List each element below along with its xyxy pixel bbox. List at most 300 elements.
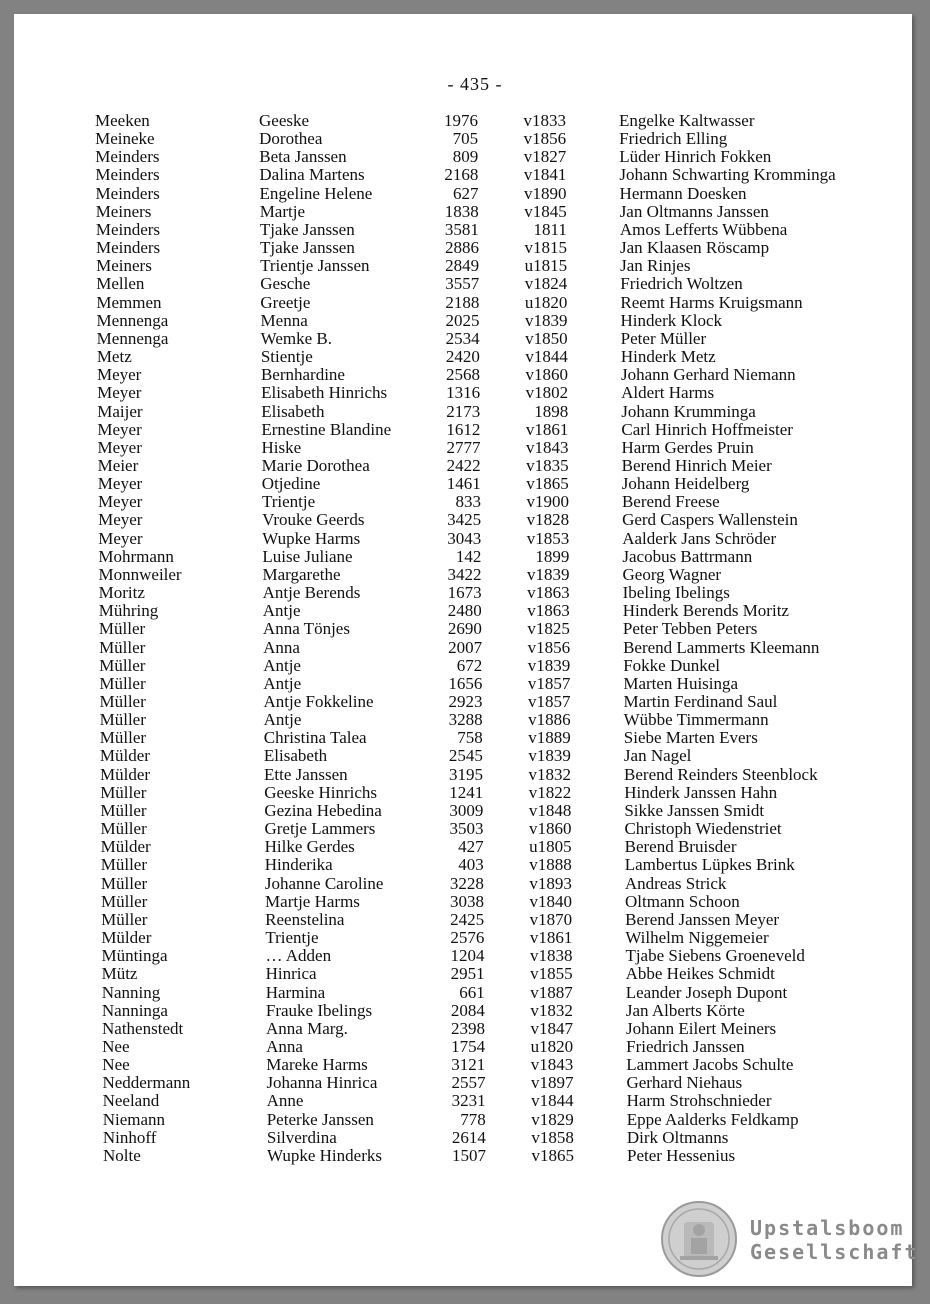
entry-number: 833 <box>455 492 481 512</box>
register-entry <box>0 602 930 620</box>
entry-number: 2545 <box>448 746 483 766</box>
entry-number: 3121 <box>451 1055 486 1075</box>
register-entry <box>0 493 930 511</box>
register-entry <box>0 802 930 820</box>
entry-given: Wemke B. <box>260 328 333 348</box>
entry-spouse: Leander Joseph Dupont <box>625 982 788 1002</box>
entry-number: 2173 <box>446 401 481 421</box>
entry-number: 705 <box>452 129 479 149</box>
entry-code: v1897 <box>530 1073 574 1093</box>
register-entry <box>0 947 930 965</box>
entry-spouse: Wilhelm Niggemeier <box>625 928 769 948</box>
entry-code: v1850 <box>525 328 568 348</box>
entry-code: v1832 <box>528 764 572 784</box>
entry-number: 2425 <box>450 909 485 929</box>
entry-code: v1829 <box>531 1109 574 1129</box>
register-entry <box>0 639 930 657</box>
entry-given: Peterke Janssen <box>266 1109 374 1129</box>
entry-spouse: Wübbe Timmermann <box>623 710 769 730</box>
entry-spouse: Andreas Strick <box>624 873 727 893</box>
entry-spouse: Jan Alberts Körte <box>625 1000 745 1020</box>
register-entry <box>0 148 930 166</box>
entry-spouse: Friedrich Elling <box>619 129 728 149</box>
register-entry <box>0 366 930 384</box>
entry-number: 3425 <box>447 510 482 530</box>
entry-code: v1832 <box>530 1000 573 1020</box>
entry-code: v1860 <box>525 365 568 385</box>
entry-number: 661 <box>459 982 485 1002</box>
entry-number: 2422 <box>446 455 481 475</box>
entry-surname: Ninhoff <box>102 1127 157 1147</box>
entry-given: Elisabeth <box>261 401 325 421</box>
entry-spouse: Peter Hessenius <box>627 1145 736 1165</box>
entry-surname: Meyer <box>97 492 143 512</box>
entry-given: Dorothea <box>259 129 323 149</box>
register-entry <box>0 1074 930 1092</box>
entry-code: v1886 <box>528 710 571 730</box>
entry-given: Johanna Hinrica <box>266 1073 378 1093</box>
entry-code: v1839 <box>528 746 571 766</box>
entry-surname: Nanning <box>101 982 161 1002</box>
entry-code: v1838 <box>529 946 573 966</box>
entry-surname: Monnweiler <box>98 564 182 584</box>
register-entry <box>0 421 930 439</box>
entry-spouse: Hinderk Janssen Hahn <box>624 782 778 802</box>
register-entry <box>0 166 930 184</box>
entry-given: Antje <box>263 655 301 675</box>
entry-code: v1860 <box>528 819 572 839</box>
register-entry <box>0 965 930 983</box>
entry-number: 3043 <box>447 528 482 548</box>
entry-spouse: Engelke Kaltwasser <box>619 111 755 130</box>
entry-code: v1857 <box>527 673 571 693</box>
entry-given: Marie Dorothea <box>261 455 370 475</box>
entry-given: Luise Juliane <box>262 546 353 566</box>
register-entry <box>0 893 930 911</box>
entry-given: Reenstelina <box>265 909 345 929</box>
entry-spouse: Jan Rinjes <box>620 256 691 276</box>
entry-spouse: Dirk Oltmanns <box>626 1127 729 1147</box>
entry-surname: Mohrmann <box>98 546 174 566</box>
entry-surname: Meinders <box>95 238 161 258</box>
entry-given: Trientje Janssen <box>260 256 370 276</box>
register-entry <box>0 675 930 693</box>
entry-number: 2007 <box>448 637 483 657</box>
entry-given: Antje <box>263 673 302 693</box>
entry-spouse: Gerd Caspers Wallenstein <box>622 510 798 530</box>
entry-surname: Nathenstedt <box>102 1018 184 1038</box>
entry-code: v1889 <box>528 728 571 748</box>
entry-given: Gretje Lammers <box>264 819 376 839</box>
entry-code: 1898 <box>534 401 569 421</box>
register-entry <box>0 838 930 856</box>
entry-spouse: Johann Gerhard Niemann <box>620 365 796 385</box>
entry-given: Hinderika <box>264 855 333 875</box>
entry-number: 672 <box>456 655 483 675</box>
entry-code: v1822 <box>528 782 572 802</box>
entry-number: 2886 <box>444 238 479 258</box>
entry-spouse: Siebe Marten Evers <box>623 728 758 748</box>
entry-spouse: Oltmann Schoon <box>625 891 740 911</box>
entry-spouse: Berend Freese <box>621 492 720 512</box>
entry-given: Trientje <box>265 928 319 948</box>
entry-number: 2690 <box>447 619 482 639</box>
entry-surname: Meyer <box>96 365 142 385</box>
entry-code: v1900 <box>526 492 569 512</box>
entry-given: Anna Marg. <box>266 1018 348 1038</box>
entry-number: 2923 <box>448 692 483 711</box>
entry-number: 3557 <box>445 274 480 294</box>
entry-spouse: Gerhard Niehaus <box>626 1073 743 1093</box>
register-entry <box>0 112 930 130</box>
entry-given: Anna <box>263 637 300 657</box>
entry-given: Mareke Harms <box>266 1055 368 1075</box>
entry-number: 2951 <box>450 964 485 984</box>
entry-surname: Meyer <box>97 419 142 439</box>
entry-surname: Meyer <box>97 474 143 494</box>
entry-spouse: Jan Nagel <box>623 746 692 766</box>
entry-code: v1865 <box>531 1145 574 1165</box>
entry-surname: Mühring <box>98 601 159 621</box>
entry-code: v1847 <box>530 1018 574 1038</box>
entry-code: v1890 <box>524 183 567 203</box>
entry-given: Hilke Gerdes <box>264 837 355 857</box>
entry-surname: Nee <box>102 1055 130 1075</box>
register-entry <box>0 294 930 312</box>
entry-spouse: Tjabe Siebens Groeneveld <box>625 946 805 966</box>
entry-surname: Meiners <box>96 256 152 276</box>
entry-code: v1839 <box>525 310 568 330</box>
entry-given: Anna Tönjes <box>262 619 350 639</box>
entry-surname: Müller <box>99 728 147 748</box>
entry-number: 3581 <box>444 219 479 239</box>
entry-code: v1839 <box>527 655 571 675</box>
register-entry <box>0 1020 930 1038</box>
entry-given: Ette Janssen <box>264 764 348 784</box>
marriage-register-list <box>0 112 930 1165</box>
entry-surname: Müller <box>100 873 148 893</box>
entry-number: 3503 <box>449 819 484 839</box>
entry-surname: Meyer <box>97 383 142 403</box>
entry-given: Beta Janssen <box>259 147 347 167</box>
entry-surname: Neeland <box>102 1091 160 1111</box>
entry-spouse: Fokke Dunkel <box>623 655 720 675</box>
entry-number: 2420 <box>445 347 480 367</box>
entry-spouse: Berend Janssen Meyer <box>625 909 780 929</box>
entry-code: v1887 <box>530 982 573 1002</box>
entry-surname: Meinders <box>95 165 160 185</box>
entry-spouse: Berend Hinrich Meier <box>621 455 772 475</box>
register-entry <box>0 185 930 203</box>
entry-code: v1857 <box>527 692 571 711</box>
register-entry <box>0 984 930 1002</box>
entry-number: 3195 <box>449 764 484 784</box>
entry-code: v1855 <box>530 964 573 984</box>
entry-number: 3422 <box>447 564 482 584</box>
entry-spouse: Georg Wagner <box>622 564 722 584</box>
entry-given: Stientje <box>260 347 313 367</box>
entry-number: 2777 <box>446 437 481 457</box>
entry-spouse: Johann Eilert Meiners <box>626 1018 777 1038</box>
register-entry <box>0 856 930 874</box>
register-entry <box>0 657 930 675</box>
entry-number: 403 <box>458 855 484 875</box>
entry-number: 1976 <box>444 111 478 130</box>
entry-given: Wupke Harms <box>262 528 361 548</box>
entry-spouse: Hinderk Klock <box>620 310 723 330</box>
entry-number: 1656 <box>448 673 483 693</box>
entry-surname: Meier <box>97 455 139 475</box>
entry-given: Elisabeth Hinrichs <box>261 383 388 403</box>
register-entry <box>0 439 930 457</box>
entry-spouse: Abbe Heikes Schmidt <box>625 964 775 984</box>
entry-given: Christina Talea <box>263 728 367 748</box>
entry-surname: Meyer <box>97 437 142 457</box>
entry-number: 809 <box>452 147 479 167</box>
entry-surname: Nee <box>102 1036 130 1056</box>
entry-surname: Mütz <box>101 964 138 984</box>
entry-number: 1838 <box>444 201 479 221</box>
entry-number: 778 <box>460 1109 486 1129</box>
entry-spouse: Martin Ferdinand Saul <box>623 692 778 711</box>
entry-given: Greetje <box>260 292 311 312</box>
entry-spouse: Berend Lammerts Kleemann <box>623 637 820 657</box>
register-entry <box>0 457 930 475</box>
entry-number: 1673 <box>447 583 482 603</box>
entry-spouse: Jacobus Battrmann <box>622 546 753 566</box>
entry-code: v1853 <box>526 528 570 548</box>
register-entry <box>0 221 930 239</box>
register-entry <box>0 275 930 293</box>
entry-spouse: Johann Heidelberg <box>621 474 750 494</box>
entry-number: 2849 <box>445 256 480 276</box>
entry-spouse: Peter Tebben Peters <box>622 619 758 639</box>
entry-given: Hiske <box>261 437 302 457</box>
entry-surname: Müller <box>98 619 146 639</box>
entry-code: u1805 <box>529 837 572 857</box>
entry-code: v1856 <box>527 637 571 657</box>
register-entry <box>0 203 930 221</box>
entry-spouse: Jan Oltmanns Janssen <box>619 201 769 221</box>
entry-spouse: Lammert Jacobs Schulte <box>626 1055 794 1075</box>
entry-spouse: Jan Klaasen Röscamp <box>619 238 770 258</box>
entry-spouse: Ibeling Ibelings <box>622 583 730 603</box>
entry-given: Antje Fokkeline <box>263 692 374 711</box>
entry-code: v1802 <box>525 383 569 403</box>
entry-surname: Meinders <box>95 183 160 203</box>
register-entry <box>0 766 930 784</box>
entry-given: Dalina Martens <box>259 165 365 185</box>
entry-given: Hinrica <box>265 964 317 984</box>
entry-surname: Müller <box>99 655 146 675</box>
entry-number: 1204 <box>450 946 485 966</box>
entry-given: Antje Berends <box>262 583 361 603</box>
entry-surname: Mülder <box>100 764 151 784</box>
entry-code: v1843 <box>530 1055 574 1075</box>
entry-surname: Niemann <box>102 1109 166 1129</box>
entry-code: u1820 <box>524 292 568 312</box>
register-entry <box>0 693 930 711</box>
entry-given: Geeske <box>259 111 310 130</box>
entry-surname: Müntinga <box>101 946 168 966</box>
entry-number: 1507 <box>452 1145 486 1165</box>
entry-spouse: Hermann Doesken <box>619 183 747 203</box>
entry-number: 2398 <box>451 1018 486 1038</box>
entry-spouse: Hinderk Metz <box>620 347 716 367</box>
entry-surname: Müller <box>101 909 148 929</box>
entry-given: Gesche <box>260 274 311 294</box>
entry-code: u1815 <box>524 256 568 276</box>
entry-given: Harmina <box>265 982 326 1002</box>
entry-number: 1612 <box>446 419 481 439</box>
entry-spouse: Harm Gerdes Pruin <box>621 437 754 457</box>
entry-surname: Nolte <box>103 1145 141 1165</box>
entry-spouse: Eppe Aalderks Feldkamp <box>626 1109 799 1129</box>
entry-code: v1824 <box>524 274 568 294</box>
register-entry <box>0 620 930 638</box>
entry-number: 2084 <box>450 1000 485 1020</box>
entry-surname: Müller <box>101 891 148 911</box>
entry-surname: Müller <box>100 800 147 820</box>
register-entry <box>0 729 930 747</box>
entry-code: v1839 <box>527 564 570 584</box>
entry-spouse: Amos Lefferts Wübbena <box>619 219 788 239</box>
entry-given: Bernhardine <box>260 365 345 385</box>
register-entry <box>0 548 930 566</box>
entry-code: 1811 <box>533 219 567 239</box>
entry-surname: Moritz <box>98 583 145 603</box>
entry-given: … Adden <box>265 946 332 966</box>
entry-number: 2576 <box>450 928 485 948</box>
entry-given: Silverdina <box>266 1127 337 1147</box>
entry-surname: Meinders <box>95 147 160 167</box>
entry-surname: Meeken <box>95 111 150 130</box>
entry-surname: Nanninga <box>101 1000 168 1020</box>
entry-code: 1899 <box>535 546 570 566</box>
entry-number: 627 <box>453 183 479 203</box>
entry-spouse: Carl Hinrich Hoffmeister <box>621 419 793 439</box>
register-entry <box>0 130 930 148</box>
entry-surname: Mennenga <box>96 328 169 348</box>
entry-spouse: Friedrich Woltzen <box>620 274 743 294</box>
entry-code: v1845 <box>524 201 567 221</box>
entry-spouse: Aldert Harms <box>621 383 715 403</box>
entry-code: v1863 <box>527 601 570 621</box>
entry-spouse: Friedrich Janssen <box>626 1036 745 1056</box>
entry-surname: Meinders <box>95 219 161 239</box>
entry-code: v1870 <box>529 909 573 929</box>
watermark-org-name-line2: Gesellschaft <box>750 1240 919 1264</box>
entry-surname: Mülder <box>101 928 152 948</box>
register-entry <box>0 566 930 584</box>
register-entry <box>0 403 930 421</box>
entry-surname: Müller <box>100 782 147 802</box>
entry-surname: Metz <box>96 347 132 367</box>
register-entry <box>0 1002 930 1020</box>
register-entry <box>0 348 930 366</box>
entry-surname: Meiners <box>95 201 152 221</box>
entry-given: Frauke Ibelings <box>265 1000 373 1020</box>
register-entry <box>0 384 930 402</box>
entry-spouse: Sikke Janssen Smidt <box>624 800 765 820</box>
entry-code: v1893 <box>529 873 572 893</box>
entry-given: Margarethe <box>262 564 341 584</box>
entry-spouse: Reemt Harms Kruigsmann <box>620 292 803 312</box>
page-number: - 435 - <box>447 74 503 94</box>
register-entry <box>0 1129 930 1147</box>
seal-emblem-icon <box>660 1200 738 1278</box>
register-entry <box>0 312 930 330</box>
entry-spouse: Johann Schwarting Kromminga <box>619 165 836 185</box>
entry-spouse: Aalderk Jans Schröder <box>622 528 777 548</box>
entry-surname: Meineke <box>95 129 155 149</box>
register-entry <box>0 330 930 348</box>
entry-spouse: Lüder Hinrich Fokken <box>619 147 772 167</box>
entry-spouse: Marten Huisinga <box>623 673 739 693</box>
entry-number: 142 <box>455 546 482 566</box>
entry-given: Wupke Hinderks <box>267 1145 382 1165</box>
entry-code: u1820 <box>530 1036 574 1056</box>
entry-number: 1316 <box>446 383 481 403</box>
entry-code: v1843 <box>526 437 569 457</box>
entry-given: Martje <box>259 201 306 221</box>
entry-given: Vrouke Geerds <box>262 510 365 530</box>
entry-number: 3009 <box>449 800 484 820</box>
register-entry <box>0 1092 930 1110</box>
entry-given: Antje <box>262 601 301 621</box>
entry-spouse: Christoph Wiedenstriet <box>624 819 782 839</box>
register-entry <box>0 711 930 729</box>
entry-number: 2025 <box>445 310 480 330</box>
entry-number: 2557 <box>451 1073 486 1093</box>
entry-number: 1241 <box>449 782 484 802</box>
entry-code: v1861 <box>529 928 573 948</box>
register-entry <box>0 1111 930 1129</box>
watermark <box>660 1200 919 1280</box>
entry-given: Tjake Janssen <box>259 219 355 239</box>
entry-given: Antje <box>263 710 302 730</box>
entry-spouse: Harm Strohschnieder <box>626 1091 772 1111</box>
register-entry <box>0 511 930 529</box>
register-entry <box>0 530 930 548</box>
entry-code: v1841 <box>523 165 567 185</box>
entry-code: v1815 <box>524 238 567 258</box>
entry-given: Ernestine Blandine <box>261 419 392 439</box>
entry-code: v1848 <box>528 800 572 820</box>
entry-surname: Müller <box>99 710 146 730</box>
entry-number: 3228 <box>449 873 484 893</box>
entry-number: 2168 <box>444 165 479 185</box>
entry-number: 3288 <box>448 710 483 730</box>
entry-code: v1856 <box>523 129 567 149</box>
watermark-org-name-line1: Upstalsboom <box>750 1216 905 1240</box>
entry-code: v1844 <box>531 1091 574 1111</box>
entry-given: Tjake Janssen <box>259 238 355 258</box>
register-entry <box>0 475 930 493</box>
entry-given: Anne <box>266 1091 304 1111</box>
entry-number: 1754 <box>451 1036 486 1056</box>
entry-surname: Müller <box>99 673 146 693</box>
entry-number: 2614 <box>451 1127 486 1147</box>
entry-code: v1827 <box>523 147 567 167</box>
entry-code: v1835 <box>526 455 569 475</box>
entry-given: Anna <box>266 1036 303 1056</box>
entry-code: v1865 <box>526 474 569 494</box>
entry-given: Engeline Helene <box>259 183 373 203</box>
entry-spouse: Berend Bruisder <box>624 837 737 857</box>
entry-given: Johanne Caroline <box>264 873 384 893</box>
entry-number: 2568 <box>445 365 480 385</box>
